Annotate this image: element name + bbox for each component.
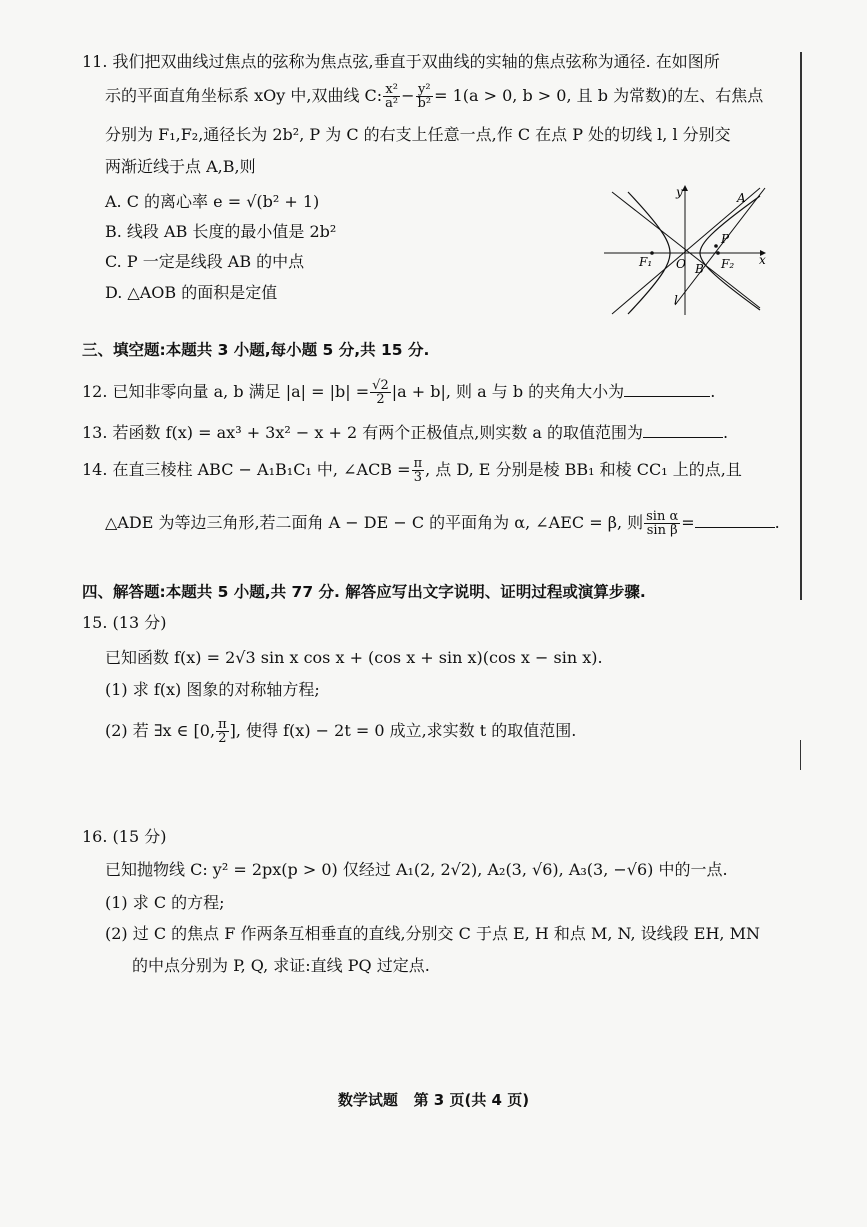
label-p: P [721,232,730,246]
q14-answer-blank[interactable] [695,513,775,528]
q11-line2-start: 示的平面直角坐标系 xOy 中,双曲线 C: [105,86,383,105]
q15-part-2: (2) 若 ∃x ∈ [0, $\frac{\pi}{2}$ ], 使得 f(x) − 2t = 0 成立,求实数 t 的取值范围. [105,717,577,746]
label-a: A [737,191,746,205]
label-origin: O [676,257,686,271]
q12-answer-blank[interactable] [624,382,710,397]
q16-part-2-line2: 的中点分别为 P, Q, 求证:直线 PQ 过定点. [132,956,430,975]
section-3-heading: 三、填空题:本题共 3 小题,每小题 5 分,共 15 分. [82,341,430,359]
q11-option-a: A. C 的离心率 e = √(b² + 1) [105,192,320,211]
q14-frac-sin: $\frac{\text{sin α}}{\text{sin β}}$ [646,509,679,538]
label-l: l [674,293,678,307]
q13-answer-blank[interactable] [643,423,723,438]
label-y: y [676,185,683,199]
q11-line2-end: = 1(a > 0, b > 0, 且 b 为常数)的左、右焦点 [434,86,764,105]
label-x: x [759,253,766,267]
q11-option-d: D. △AOB 的面积是定值 [105,283,278,302]
q16-part-1: (1) 求 C 的方程; [105,893,225,912]
q15-stem: 已知函数 f(x) = 2√3 sin x cos x + (cos x + sin x)(cos x − sin x). [105,648,603,667]
asymptote-2 [612,188,760,314]
q15-frac: $\frac{\pi}{2}$ [218,717,227,746]
hyperbola-figure [600,180,775,320]
q15-part-1: (1) 求 f(x) 图象的对称轴方程; [105,680,320,699]
point-p [714,244,718,248]
label-b: B [695,262,704,276]
q12-frac: $\frac{√2}{2}$ [372,378,389,407]
q11-frac-x: $\frac{\text{x²}}{\text{a²}}$ [385,82,399,111]
q16-part-2-line1: (2) 过 C 的焦点 F 作两条互相垂直的直线,分别交 C 于点 E, H 和点 M, N, 设线段 EH, MN [105,924,760,943]
q14-frac-pi: $\frac{\pi}{3}$ [413,456,423,485]
section-4-heading: 四、解答题:本题共 5 小题,共 77 分. 解答应写出文字说明、证明过程或演算步骤. [82,583,646,601]
q11-line1: 11. 我们把双曲线过焦点的弦称为焦点弦,垂直于双曲线的实轴的焦点弦称为通径. 在如图所 [82,52,720,71]
q16-heading: 16. (15 分) [82,827,167,846]
q11-line2: 示的平面直角坐标系 xOy 中,双曲线 C: $\frac{\text{x²}}{\text{a²}}$ − $\frac{\text{y²}}{\text{b²}}$ = 1(a > 0, b > 0, 且 b 为常数)的左、右焦点 [105,82,764,111]
q12: 12. 已知非零向量 a, b 满足 |a| = |b| = $\frac{√2}{2}$ |a + b|, 则 a 与 b 的夹角大小为 . [82,378,716,407]
label-f2: F₂ [721,257,735,271]
q14-line2: △ADE 为等边三角形,若二面角 A − DE − C 的平面角为 α, ∠AEC = β, 则 $\frac{\text{sin α}}{\text{sin β}}$ = . [105,509,780,538]
tangent-line-l [675,188,765,305]
q11-option-c: C. P 一定是线段 AB 的中点 [105,252,305,271]
q14-line1: 14. 在直三棱柱 ABC − A₁B₁C₁ 中, ∠ACB = $\frac{\pi}{3}$ , 点 D, E 分别是棱 BB₁ 和棱 CC₁ 上的点,且 [82,456,742,485]
page-edge-mark-top [800,52,802,600]
q11-line3: 分别为 F₁,F₂,通径长为 2b², P 为 C 的右支上任意一点,作 C 在点 P 处的切线 l, l 分别交 [105,125,731,144]
page-footer: 数学试题 第 3 页(共 4 页) [337,1091,530,1109]
label-f1: F₁ [639,255,653,269]
q11-option-b: B. 线段 AB 长度的最小值是 2b² [105,222,337,241]
q13: 13. 若函数 f(x) = ax³ + 3x² − x + 2 有两个正极值点,则实数 a 的取值范围为 . [82,423,729,442]
page-edge-mark-bottom [800,740,801,770]
q11-frac-y: $\frac{\text{y²}}{\text{b²}}$ [417,82,432,111]
q16-stem: 已知抛物线 C: y² = 2px(p > 0) 仅经过 A₁(2, 2√2), A₂(3, √6), A₃(3, −√6) 中的一点. [105,860,728,879]
q15-heading: 15. (13 分) [82,613,167,632]
point-f2 [716,251,720,255]
q11-line4: 两渐近线于点 A,B,则 [105,157,256,176]
